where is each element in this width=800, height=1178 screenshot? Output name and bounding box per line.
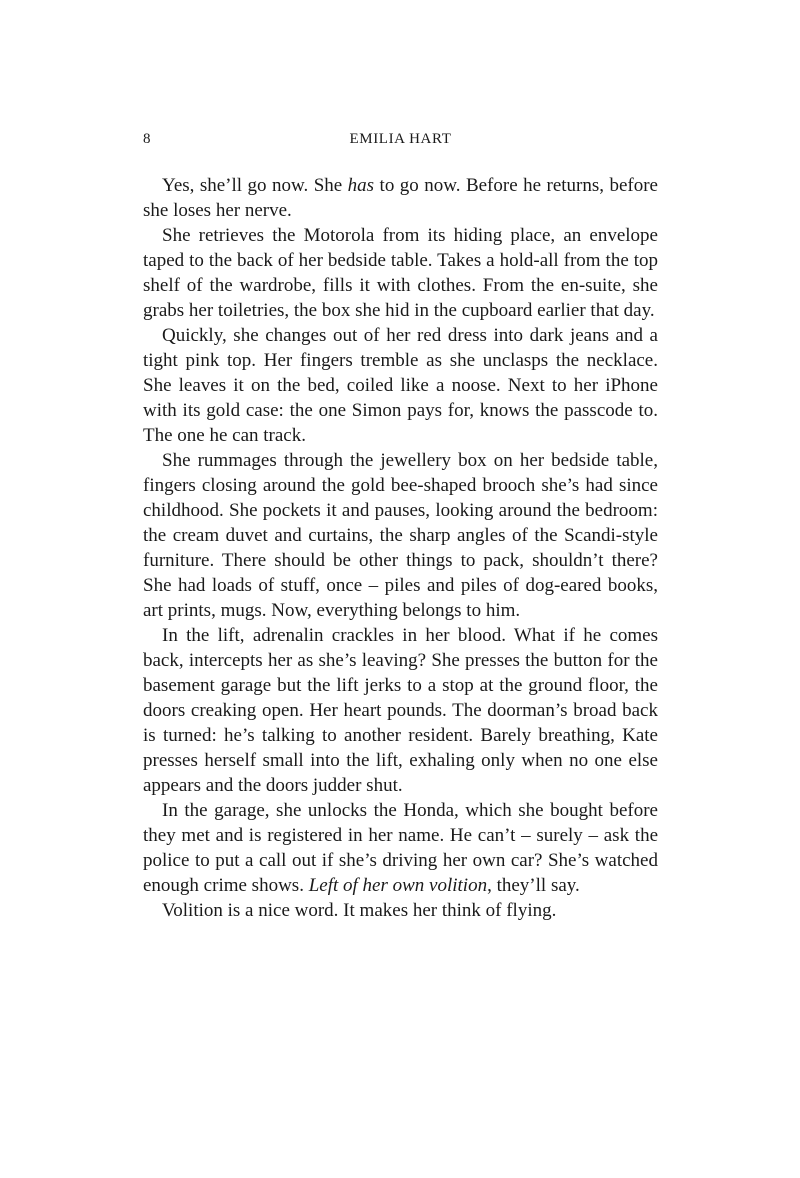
page-number: 8	[143, 131, 152, 147]
paragraph-7: Volition is a nice word. It makes her think of flying.	[162, 900, 557, 921]
book-title: EMILIA HART	[349, 131, 452, 147]
paragraph-3: Quickly, she changes out of her red dress into dark jeans and a tight pink top. Her fingers tremble as she unclasps the necklace. She leaves it on the bed, coiled like a noose. Next to her iPhone with its gold case: the one Simon pays for, knows the passcode to. The one he can track.	[143, 325, 658, 446]
paragraph-1-text-b: to go now. Before he returns, before she loses her nerve.	[143, 175, 658, 221]
paragraph-2: She retrieves the Motorola from its hiding place, an envelope taped to the back of her bedside table. Takes a hold-all from the top shelf of the wardrobe, fills it with clothes. From the en-suite, she grabs her toiletries, the box she hid in the cupboard earlier that day.	[143, 225, 658, 321]
paragraph-1-emphasis: has	[347, 175, 375, 196]
paragraph-6-emphasis: Left of her own volition	[308, 875, 488, 896]
paragraph-1	[143, 173, 658, 223]
body-text	[143, 173, 658, 923]
paragraph-6	[143, 798, 658, 898]
paragraph-4: She rummages through the jewellery box on her bedside table, fingers closing around the gold bee-shaped brooch she’s had since childhood. She pockets it and pauses, looking around the bedroom: the cream duvet and curtains, the sharp angles of the Scandi-style furniture. There should be other things to pack, shouldn’t there? She had loads of stuff, once – piles and piles of dog-eared books, art prints, mugs. Now, everything belongs to him.	[143, 450, 658, 621]
paragraph-5: In the lift, adrenalin crackles in her blood. What if he comes back, intercepts her as she’s leaving? She presses the button for the basement garage but the lift jerks to a stop at the ground floor, the doors creaking open. Her heart pounds. The doorman’s broad back is turned: he’s talking to another resident. Barely breathing, Kate presses herself small into the lift, exhaling only when no one else appears and the doors judder shut.	[143, 625, 658, 796]
paragraph-6-text-b: , they’ll say.	[487, 875, 580, 896]
running-head	[143, 131, 658, 153]
paragraph-1-text-a: Yes, she’ll go now. She	[162, 175, 348, 196]
paragraph-6-text-a: In the garage, she unlocks the Honda, which she bought before they met and is registered in her name. He can’t – surely – ask the police to put a call out if she’s driving her own car? She’s watched enough crime shows.	[143, 800, 658, 896]
